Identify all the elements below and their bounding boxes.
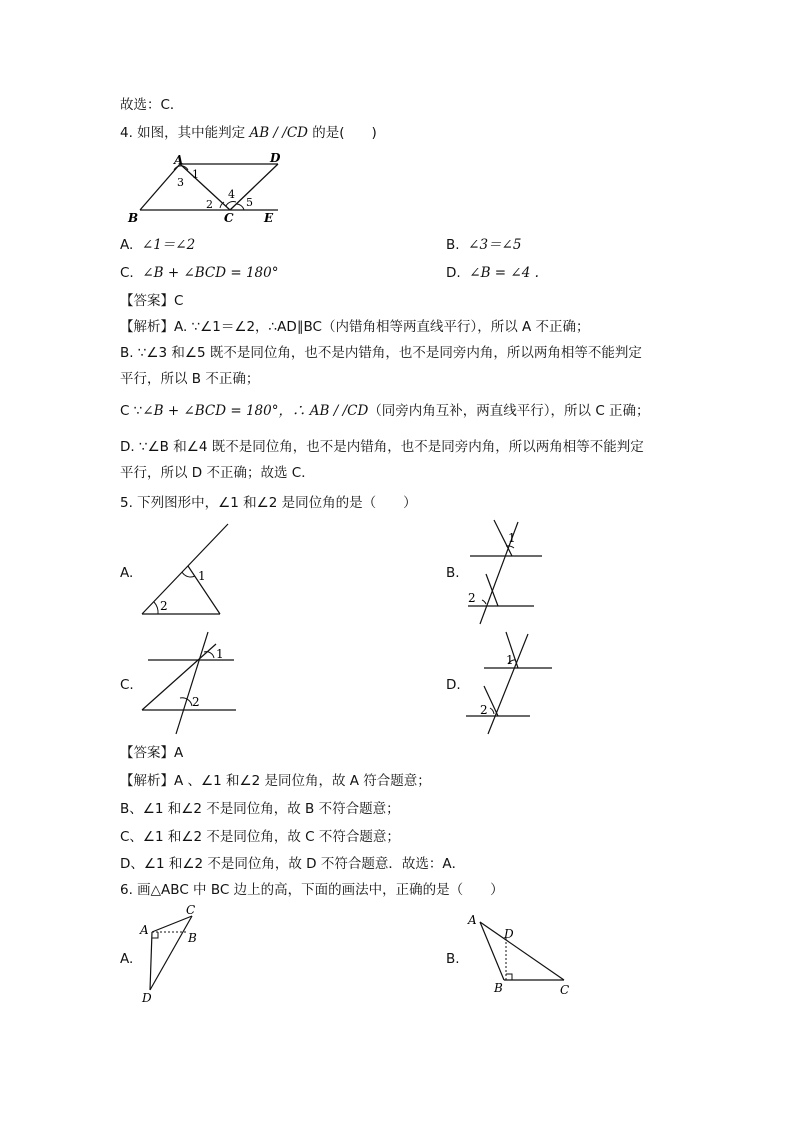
- q4-option-d: [446, 264, 539, 282]
- q5-answer: 【答案】A: [120, 745, 184, 761]
- q4-angle-2: 2: [206, 198, 213, 211]
- q4-explanation-5: D. ∵∠B 和∠4 既不是同位角，也不是内错角，也不是同旁内角，所以两角相等不能判定: [120, 439, 644, 455]
- q4-explanation-1: 【解析】A. ∵∠1＝∠2，∴AD∥BC（内错角相等两直线平行），所以 A 不正确；: [120, 319, 590, 335]
- q4-stem-post: 的是( ): [307, 125, 377, 141]
- q5-d-angle-2: 2: [480, 703, 488, 717]
- q5-figure-a: [138, 524, 238, 618]
- q5-figure-d: [462, 630, 554, 738]
- q6-b-point-c: C: [560, 983, 570, 997]
- q4-point-b: B: [128, 211, 139, 225]
- q6-b-point-d: D: [504, 927, 514, 941]
- q4-angle-5: 5: [246, 196, 253, 209]
- q4-option-c-text: ∠B + ∠BCD = 180°: [142, 265, 279, 281]
- question-5-stem: 5. 下列图形中，∠1 和∠2 是同位角的是（ ）: [120, 495, 417, 511]
- q6-a-point-b: B: [188, 931, 197, 945]
- q4-option-b-text: ∠3＝∠5: [468, 237, 522, 253]
- q4-e4-post: （同旁内角互补，两直线平行），所以 C 正确；: [368, 403, 650, 419]
- q6-a-point-c: C: [186, 903, 196, 917]
- question-6-stem: 6. 画△ABC 中 BC 边上的高，下面的画法中，正确的是（ ）: [120, 882, 504, 898]
- q4-option-c: [120, 264, 279, 282]
- q6-label-a: A.: [120, 951, 134, 967]
- q5-label-b: B.: [446, 565, 460, 581]
- q5-a-angle-1: 1: [198, 569, 206, 583]
- q6-label-b: B.: [446, 951, 460, 967]
- q6-figure-a: [138, 904, 210, 1006]
- q6-b-point-a: A: [468, 913, 477, 927]
- q6-a-point-a: A: [140, 923, 149, 937]
- q4-angle-1: 1: [192, 168, 199, 181]
- q5-explanation-2: B、∠1 和∠2 不是同位角，故 B 不符合题意；: [120, 801, 400, 817]
- q5-explanation-3: C、∠1 和∠2 不是同位角，故 C 不符合题意；: [120, 829, 400, 845]
- q5-c-angle-1: 1: [216, 647, 224, 661]
- q5-c-angle-2: 2: [192, 695, 200, 709]
- q5-label-c: C.: [120, 677, 134, 693]
- q5-b-angle-2: 2: [468, 591, 476, 605]
- q4-explanation-4: [120, 402, 650, 420]
- q4-point-c: C: [224, 211, 234, 225]
- q4-option-b-label: B.: [446, 237, 460, 253]
- q4-option-a-text: ∠1＝∠2: [141, 237, 196, 253]
- q4-option-d-text: ∠B = ∠4 .: [469, 265, 539, 281]
- q4-option-a: [120, 236, 195, 254]
- q4-stem-pre: 4. 如图，其中能判定: [120, 125, 250, 141]
- q4-answer: 【答案】C: [120, 293, 184, 309]
- q5-figure-b: [462, 518, 548, 626]
- q4-option-b: [446, 236, 521, 254]
- question-4-stem: [120, 124, 377, 142]
- q6-a-point-d: D: [142, 991, 152, 1005]
- q5-explanation-4: D、∠1 和∠2 不是同位角，故 D 不符合题意．故选：A．: [120, 856, 466, 872]
- q4-option-c-label: C.: [120, 265, 134, 281]
- q4-explanation-2: B. ∵∠3 和∠5 既不是同位角，也不是内错角，也不是同旁内角，所以两角相等不能判定: [120, 345, 642, 361]
- q4-point-e: E: [264, 211, 274, 225]
- q4-e4-pre: C ∵: [120, 403, 143, 419]
- q4-option-d-label: D.: [446, 265, 461, 281]
- q5-label-a: A.: [120, 565, 134, 581]
- q5-d-angle-1: 1: [506, 653, 514, 667]
- q5-figure-c: [140, 630, 244, 736]
- q4-option-a-label: A.: [120, 237, 134, 253]
- q4-angle-3: 3: [177, 176, 184, 189]
- q4-angle-4: 4: [228, 188, 235, 201]
- previous-answer-line: 故选：C．: [120, 97, 184, 113]
- q4-figure: [118, 150, 288, 226]
- q6-figure-b: [464, 908, 584, 1000]
- q5-label-d: D.: [446, 677, 461, 693]
- q4-point-d: D: [270, 151, 281, 165]
- q5-a-angle-2: 2: [160, 599, 168, 613]
- q5-explanation-1: 【解析】A 、∠1 和∠2 是同位角，故 A 符合题意；: [120, 773, 431, 789]
- q4-stem-math: AB / /CD: [249, 125, 308, 141]
- q4-point-a: A: [174, 153, 184, 167]
- q4-explanation-3: 平行，所以 B 不正确；: [120, 371, 260, 387]
- q6-b-point-b: B: [494, 981, 503, 995]
- q4-e4-math: ∠B + ∠BCD = 180°，∴ AB / /CD: [142, 403, 369, 419]
- q4-explanation-6: 平行，所以 D 不正确；故选 C．: [120, 465, 315, 481]
- q5-b-angle-1: 1: [508, 531, 516, 545]
